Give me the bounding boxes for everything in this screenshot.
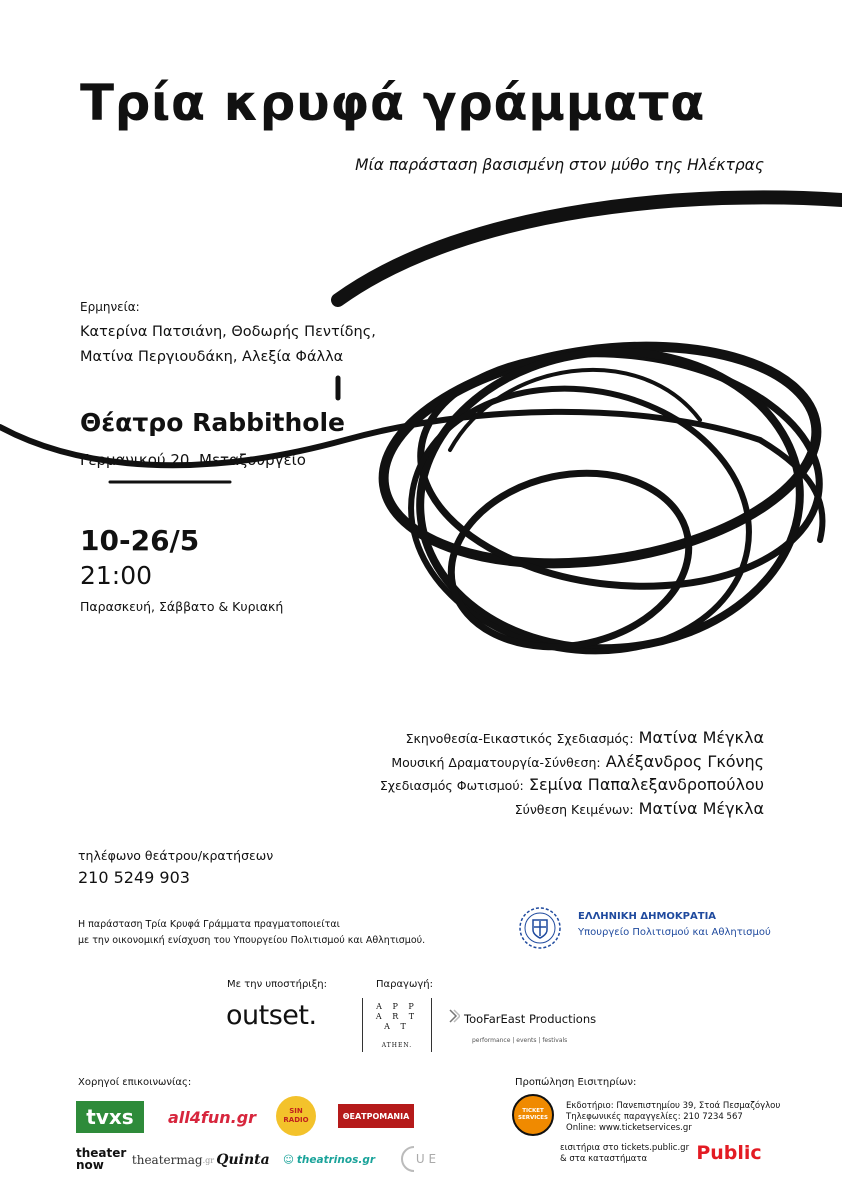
credit-name: Ματίνα Μέγκλα bbox=[638, 728, 764, 747]
show-time: 21:00 bbox=[80, 561, 153, 590]
cast-label: Ερμηνεία: bbox=[80, 300, 140, 314]
ministry-line2: Υπουργείο Πολιτισμού και Αθλητισμού bbox=[578, 927, 771, 938]
toofareast-name: TooFarEast Productions bbox=[464, 1012, 597, 1026]
ticket-services-logo-text: TICKET SERVICES bbox=[517, 1108, 548, 1121]
tvxs-logo bbox=[76, 1101, 144, 1133]
poster-title: Τρία κρυφά γράμματα bbox=[80, 74, 705, 132]
credit-role: Μουσική Δραματουργία-Σύνθεση: bbox=[391, 754, 601, 770]
run-dates: 10-26/5 bbox=[80, 524, 200, 557]
theater-now-logo bbox=[76, 1138, 128, 1180]
theatermag-logo bbox=[131, 1151, 215, 1169]
theatrinos-logo-text: theatrinos.gr bbox=[296, 1154, 376, 1166]
ticket-services-line: Online: www.ticketservices.gr bbox=[566, 1123, 692, 1133]
ticket-services-line: Εκδοτήριο: Πανεπιστημίου 39, Στοά Πεσμαζόγλου bbox=[566, 1101, 781, 1111]
theatrinos-logo bbox=[282, 1150, 376, 1170]
outset-logo: outset. bbox=[226, 1000, 317, 1031]
public-line: εισιτήρια στο tickets.public.gr bbox=[560, 1143, 690, 1153]
venue-name: Θέατρο Rabbithole bbox=[80, 408, 346, 437]
credit-name: Σεμίνα Παπαλεξανδροπούλου bbox=[528, 775, 764, 794]
venue-address: Γερμανικού 20, Μεταξουργείο bbox=[80, 451, 306, 469]
theater-now-logo-text: theater now bbox=[76, 1146, 127, 1172]
theatermag-logo-text: theatermag bbox=[131, 1153, 203, 1167]
public-line: & στα καταστήματα bbox=[560, 1154, 648, 1164]
credit-row bbox=[380, 799, 764, 823]
quinta-logo-text: Quinta bbox=[216, 1152, 270, 1168]
credit-role: Σκηνοθεσία-Εικαστικός Σχεδιασμός: bbox=[405, 731, 634, 746]
masks-icon: ☺ bbox=[282, 1154, 294, 1166]
public-logo bbox=[688, 1140, 770, 1166]
phone-block bbox=[78, 848, 273, 887]
theatermag-logo-suffix: .gr bbox=[202, 1155, 215, 1165]
presale-label: Προπώληση Εισιτηρίων: bbox=[515, 1077, 637, 1088]
ministry-line1: ΕΛΛΗΝΙΚΗ ΔΗΜΟΚΡΑΤΙΑ bbox=[578, 911, 717, 922]
phone-label: τηλέφωνο θεάτρου/κρατήσεων bbox=[78, 848, 274, 863]
production-label: Παραγωγή: bbox=[376, 979, 433, 990]
credit-role: Σύνθεση Κειμένων: bbox=[514, 801, 634, 817]
cast-line: Κατερίνα Πατσιάνη, Θοδωρής Πεντίδης, bbox=[80, 324, 376, 340]
credit-row bbox=[380, 728, 764, 752]
appart-logo bbox=[362, 998, 432, 1052]
cast-block bbox=[80, 295, 376, 370]
appart-line: A P P bbox=[376, 1002, 418, 1011]
appart-foot: ATHEN. bbox=[381, 1042, 413, 1049]
sin-radio-logo bbox=[276, 1096, 316, 1136]
funding-note-line: Η παράσταση Τρία Κρυφά Γράμματα πραγματοποιείται bbox=[78, 919, 340, 930]
ue-logo bbox=[392, 1144, 440, 1174]
funding-note-line: με την οικονομική ενίσχυση του Υπουργείου Πολιτισμού και Αθλητισμού. bbox=[78, 935, 426, 946]
quinta-logo bbox=[216, 1150, 270, 1170]
media-sponsors-label: Χορηγοί επικοινωνίας: bbox=[78, 1077, 192, 1088]
appart-line: A R T bbox=[375, 1012, 419, 1021]
show-days: Παρασκευή, Σάββατο & Κυριακή bbox=[80, 599, 284, 614]
tvxs-logo-text: tvxs bbox=[86, 1105, 134, 1129]
greek-emblem-icon bbox=[518, 906, 562, 950]
sin-radio-logo-text: SIN RADIO bbox=[283, 1107, 309, 1124]
credit-role: Σχεδιασμός Φωτισμού: bbox=[379, 778, 524, 793]
toofareast-tagline: performance | events | festivals bbox=[472, 1037, 568, 1044]
all4fun-logo-text: all4fun.gr bbox=[167, 1107, 257, 1127]
credits-block bbox=[380, 728, 764, 822]
ticket-services-logo bbox=[512, 1094, 554, 1136]
phone-number: 210 5249 903 bbox=[78, 868, 190, 887]
theatromania-logo bbox=[338, 1104, 414, 1128]
ministry-logo bbox=[518, 906, 778, 952]
public-info bbox=[560, 1143, 689, 1165]
appart-line: A T bbox=[384, 1022, 410, 1031]
ue-logo-text: U E bbox=[415, 1152, 437, 1166]
public-logo-text: Public bbox=[696, 1142, 762, 1164]
credit-name: Ματίνα Μέγκλα bbox=[638, 798, 764, 818]
support-label: Με την υποστήριξη: bbox=[227, 979, 327, 990]
theatromania-logo-text: ΘΕΑΤΡΟΜΑΝΙΑ bbox=[342, 1111, 410, 1121]
toofareast-mark-icon bbox=[448, 1008, 460, 1024]
ue-circle-icon bbox=[396, 1145, 416, 1173]
all4fun-logo bbox=[167, 1103, 257, 1131]
credit-row bbox=[380, 775, 764, 799]
ticket-services-line: Τηλεφωνικές παραγγελίες: 210 7234 567 bbox=[566, 1112, 743, 1122]
cast-line: Ματίνα Περγιουδάκη, Αλεξία Φάλλα bbox=[80, 349, 344, 365]
ticket-services-info bbox=[566, 1101, 780, 1134]
appart-text bbox=[363, 1002, 431, 1032]
funding-note bbox=[78, 917, 425, 949]
credit-name: Αλέξανδρος Γκόνης bbox=[605, 751, 764, 771]
toofareast-logo bbox=[448, 1008, 596, 1027]
credit-row bbox=[380, 752, 764, 776]
poster-subtitle: Μία παράσταση βασισμένη στον μύθο της Ηλέκτρας bbox=[355, 156, 764, 174]
